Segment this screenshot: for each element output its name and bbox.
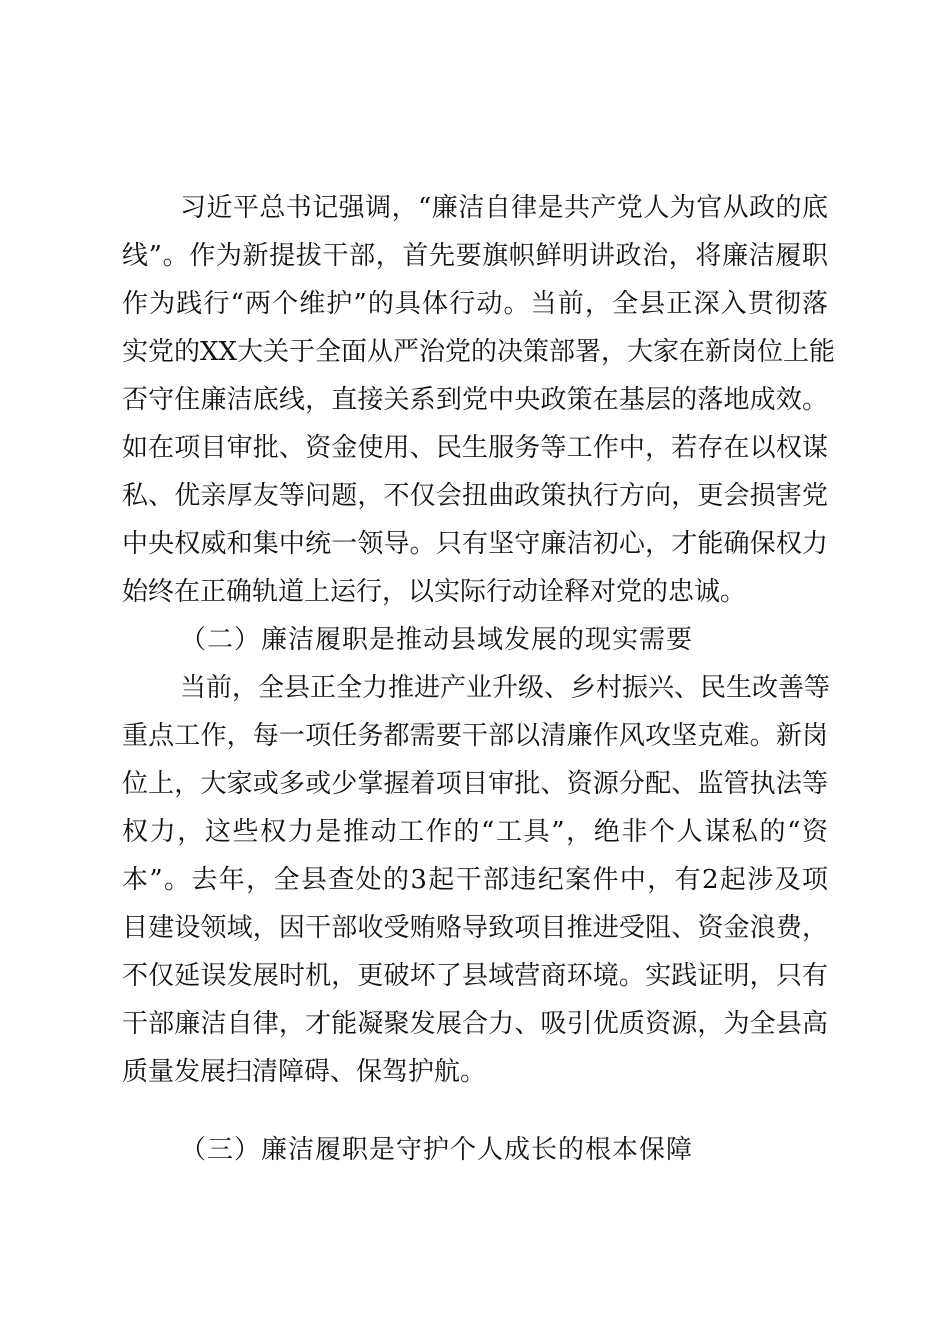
text-line: 作为践行“两个维护”的具体行动。当前，全县正深入贯彻落 — [122, 289, 828, 319]
text-line: 重点工作，每一项任务都需要干部以清廉作风攻坚克难。新岗 — [122, 721, 828, 751]
text-line: 本”。去年，全县查处的3起干部违纪案件中，有2起涉及项 — [122, 865, 828, 895]
section-heading-3: （三）廉洁履职是守护个人成长的根本保障 — [180, 1135, 694, 1165]
text-line: 如在项目审批、资金使用、民生服务等工作中，若存在以权谋 — [122, 433, 828, 463]
text-line: 线”。作为新提拔干部，首先要旗帜鲜明讲政治，将廉洁履职 — [122, 241, 828, 271]
text-line: 当前，全县正全力推进产业升级、乡村振兴、民生改善等 — [180, 673, 831, 703]
text-line: 私、优亲厚友等问题，不仅会扭曲政策执行方向，更会损害党 — [122, 481, 828, 511]
text-line: 权力，这些权力是推动工作的“工具”，绝非个人谋私的“资 — [122, 817, 828, 847]
text-line: 质量发展扫清障碍、保驾护航。 — [122, 1057, 487, 1087]
text-line: 位上，大家或多或少掌握着项目审批、资源分配、监管执法等 — [122, 769, 828, 799]
text-line: 中央权威和集中统一领导。只有坚守廉洁初心，才能确保权力 — [122, 529, 828, 559]
text-line: 目建设领域，因干部收受贿赂导致项目推进受阻、资金浪费， — [122, 913, 828, 943]
section-heading-2: （二）廉洁履职是推动县域发展的现实需要 — [180, 625, 694, 655]
text-line: 否守住廉洁底线，直接关系到党中央政策在基层的落地成效。 — [122, 385, 828, 415]
text-line: 干部廉洁自律，才能凝聚发展合力、吸引优质资源，为全县高 — [122, 1009, 828, 1039]
text-line: 不仅延误发展时机，更破坏了县域营商环境。实践证明，只有 — [122, 961, 828, 991]
text-line: 始终在正确轨道上运行，以实际行动诠释对党的忠诚。 — [122, 577, 747, 607]
text-line: 实党的XX大关于全面从严治党的决策部署，大家在新岗位上能 — [122, 337, 836, 367]
text-line: 习近平总书记强调，“廉洁自律是共产党人为官从政的底 — [180, 193, 828, 223]
